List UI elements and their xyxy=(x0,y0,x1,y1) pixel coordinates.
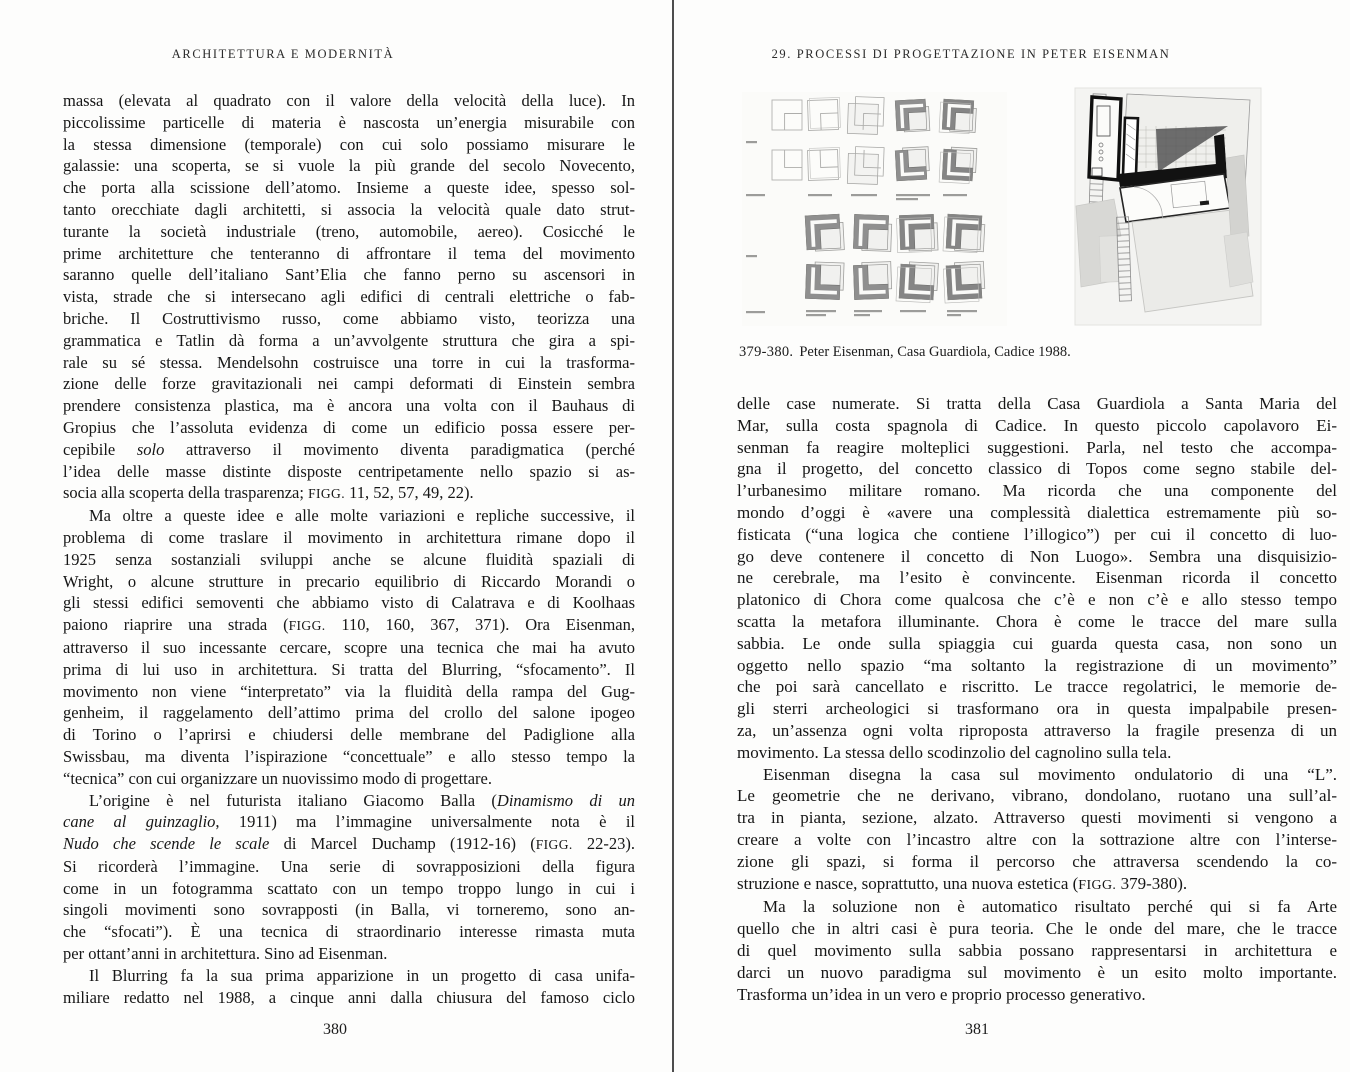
black-wall-room xyxy=(1089,97,1121,180)
text-line: attraverso il suo incessante cercare, scopre una tecnica che mai ha avuto xyxy=(63,637,635,657)
text-line: galassie: una scoperta, se si vuole la più grande del secolo Novecento, xyxy=(63,156,635,176)
diagram-cell xyxy=(772,150,802,180)
text-line: per ottant’anni in architettura. Sino ad Eisenman. xyxy=(63,944,388,964)
figure-caption-text: Peter Eisenman, Casa Guardiola, Cadice 1988. xyxy=(799,344,1071,360)
text-line: che porta alla scissione dell’atomo. Insieme a queste idee, spesso sol- xyxy=(63,178,635,198)
text-line: cane al guinzaglio, 1911) ma l’immagine universalmente nota è il xyxy=(63,812,635,832)
text-line: miliare redatto nel 1988, a cinque anni dalla chiusura del famoso ciclo xyxy=(63,987,635,1007)
text-line: zione delle forze gravitazionali nei campi deformati di Einstein sembra xyxy=(63,374,635,394)
micro-label xyxy=(808,194,832,196)
text-line: platonico di Chora come qualcosa che c’è e non c’è e allo stesso tempo xyxy=(737,590,1337,610)
text-line: di quel movimento sulla sabbia possano rappresentarsi in architettura e xyxy=(737,940,1337,960)
text-line: fisticata (“una logica che contiene l’illogico”) per cui il concetto di luo- xyxy=(737,524,1337,544)
text-line: genheim, il raggelamento dell’attimo prima del crollo del salone ipogeo xyxy=(63,703,635,723)
text-line: Nudo che scende le scale di Marcel Duchamp (1912-16) (FIGG. 22-23). xyxy=(63,834,635,854)
diagram-cell xyxy=(853,262,892,300)
text-line: Eisenman disegna la casa sul movimento ondulatorio di una “L”. xyxy=(763,764,1337,784)
gray-block-left-2 xyxy=(1099,236,1119,283)
text-line: saranno quelle dell’italiano Sant’Elia che fanno perno su ascensori in xyxy=(63,265,635,285)
diagram-cell xyxy=(853,214,892,251)
text-line: tra in pianta, sezione, alzato. Attraverso questi movimenti si vengono a xyxy=(737,808,1337,828)
inner-wall-block xyxy=(1123,118,1138,176)
text-line: movimento non viene “interpretato” via la fluidità della rampa del Gug- xyxy=(63,681,635,701)
text-line: darci un nuovo paradigma sul movimento è un esito molto importante. xyxy=(737,962,1337,982)
running-head-left: ARCHITETTURA E MODERNITÀ xyxy=(171,47,395,61)
diagram-cell xyxy=(807,147,840,180)
text-line: Ma la soluzione non è automatico risultato perché qui si fa Arte xyxy=(763,897,1337,917)
text-line: go deve contenere il concetto di Non Luogo». Sembra una disquisizio- xyxy=(737,546,1337,566)
running-head-right: 29. PROCESSI DI PROGETTAZIONE IN PETER EISENMAN xyxy=(771,47,1171,61)
text-line: Gropius che l’assoluta evidenza di come un edificio possa essere per- xyxy=(63,417,635,437)
text-line: Il Blurring fa la sua prima apparizione in un progetto di casa unifa- xyxy=(89,965,635,985)
text-line: di Torino o l’aprirsi e chiudersi delle membrane del Padiglione alla xyxy=(63,725,635,745)
text-line: che poi sarà cancellato e riscritto. Le tracce regolatrici, le memorie de- xyxy=(737,677,1337,697)
diagram-cell xyxy=(895,147,930,181)
text-line: prima di lui uso in architettura. Si tratta del Blurring, “sfocamento”. Il xyxy=(63,659,635,679)
diagram-cell xyxy=(939,99,977,134)
text-line: grammatica e Tatlin dà forma a un’avvolgente struttura che gira a spi- xyxy=(63,330,635,350)
text-line: Si ricorderà l’immagine. Una serie di sovrapposizioni della figura xyxy=(63,856,635,876)
text-line: quello che in altri casi è pura teoria. Che le onde del mare, che le tracce xyxy=(737,919,1337,939)
text-line: Mar, sulla costa spagnola di Cadice. In questo piccolo capolavoro Ei- xyxy=(737,415,1337,435)
micro-label xyxy=(947,310,977,312)
diagram-cell xyxy=(807,97,840,130)
text-line: turante la società industriale (treno, automobile, aereo). Cosicché le xyxy=(63,221,635,241)
text-line: za, un’assenza ogni volta riproposta attraverso la fragile presenza di un xyxy=(737,720,1337,740)
micro-label xyxy=(746,141,757,143)
micro-label xyxy=(943,194,967,196)
text-line: che “sfocati”). È una tecnica di straordinario interesse rimasta muta xyxy=(63,922,635,942)
text-line: piccolissime particelle di materia è nascosta un’energia misurabile con xyxy=(63,112,635,132)
text-line: zione gli spazi, si forma il percorso che attraversa scendendo la co- xyxy=(737,851,1337,871)
text-line: 1925 senza sostanziali sviluppi anche se alcune fluidità spaziali di xyxy=(63,549,635,569)
text-line: Wright, o alcune strutture in precario equilibrio di Riccardo Morandi o xyxy=(63,571,635,591)
text-line: l’idea delle masse distinte disposte centripetamente nello spazio si as- xyxy=(63,461,635,481)
micro-label xyxy=(806,314,826,316)
micro-label xyxy=(746,311,765,313)
text-line: delle case numerate. Si tratta della Casa Guardiola a Santa Maria del xyxy=(737,394,1337,413)
diagram-cell xyxy=(772,100,802,130)
text-line: la stessa dimensione (temporale) con cui solo possiamo misurare le xyxy=(63,134,635,154)
text-line: paiono riaprire una strada (FIGG. 110, 160, 367, 371). Ora Eisenman, xyxy=(63,615,635,635)
text-line: oggetto nello spazio “ma soltanto la registrazione di un movimento” xyxy=(737,655,1337,675)
text-line: tanto orecchiate dagli architetti, si associa la velocità quale dato strut- xyxy=(63,199,635,219)
text-line: sabbia. Le onde sulla spiaggia cui guarda questa casa, non sono un xyxy=(737,633,1337,653)
page-gutter-line xyxy=(672,0,674,1072)
micro-label xyxy=(746,255,757,257)
text-line: Trasforma un’idea in un vero e proprio processo generativo. xyxy=(737,984,1146,1004)
text-line: creare a volte con l’incastro altre con la sottrazione altre con l’interse- xyxy=(737,829,1337,849)
text-line: gli sterri archeologici si trasformano ora in questa impalpabile presen- xyxy=(737,699,1337,719)
figure-casa-guardiola-plan xyxy=(1072,84,1264,328)
page-number-left: 380 xyxy=(323,1021,347,1038)
micro-label xyxy=(746,194,765,196)
diagram-cell xyxy=(805,262,844,300)
text-line: scatta la metafora illuminante. Chora è come le tracce del mare sulla xyxy=(737,611,1337,631)
text-line: gna il progetto, del concetto classico di Topos come segno stabile del- xyxy=(737,459,1337,479)
figure-transformation-diagrams xyxy=(742,92,1007,326)
text-line: prime architetture che tenteranno di affrontare il tema del movimento xyxy=(63,243,635,263)
text-line: l’urbanesimo militare romano. Ma ricorda che una componente del xyxy=(737,481,1337,501)
micro-label xyxy=(851,194,877,196)
text-line: rale su sé stessa. Mendelsohn costruisce una torre in cui la trasforma- xyxy=(63,352,635,372)
text-line: ne cerebrale, ma l’esito è convincente. Eisenman ricorda il concetto xyxy=(737,568,1337,588)
diagram-cell xyxy=(943,214,985,253)
diagram-cell xyxy=(939,147,977,184)
text-line: Le geometrie che ne derivano, vibrano, dondolano, ruotano una sull’al- xyxy=(737,786,1337,806)
diagram-cell xyxy=(943,261,985,303)
text-line: senman fa reagire molteplici suggestioni. Parla, nel testo che accompa- xyxy=(737,437,1337,457)
page-number-right: 381 xyxy=(965,1021,989,1038)
text-line: mondo d’oggi è «avere una complessità dialettica estremamente più so- xyxy=(737,502,1337,522)
micro-label xyxy=(854,314,870,316)
left-page-text-column xyxy=(63,90,635,1008)
micro-label xyxy=(896,194,930,196)
text-line: Swissbau, ma diventa l’ispirazione “concettuale” e allo stesso tempo la xyxy=(63,746,635,766)
text-line: prendere consistenza plastica, ma è ancora una volta con il Bauhaus di xyxy=(63,396,635,416)
text-line: movimento. La stessa dello scodinzolio del cagnolino sulla tela. xyxy=(737,742,1172,762)
text-line: L’origine è nel futurista italiano Giacomo Balla (Dinamismo di un xyxy=(89,790,636,810)
figure-caption-number: 379-380. xyxy=(739,344,794,360)
text-line: singoli movimenti sono sovrapposti (in Balla, vi torneremo, sono an- xyxy=(63,900,635,920)
text-line: briche. Il Costruttivismo russo, come abbiamo visto, teorizza una xyxy=(63,308,635,328)
diagram-cell xyxy=(896,261,938,303)
text-line: vista, strade che si intersecano agli edifici di centrali elettriche o fab- xyxy=(63,287,635,307)
diagram-cell xyxy=(805,214,844,252)
text-line: struzione e nasce, soprattutto, una nuova estetica (FIGG. 379-380). xyxy=(737,873,1188,893)
text-line: Ma oltre a queste idee e alle molte variazioni e repliche successive, il xyxy=(89,506,635,526)
micro-label xyxy=(900,310,926,312)
micro-label xyxy=(806,310,836,312)
micro-label xyxy=(854,310,882,312)
micro-label xyxy=(896,198,918,200)
text-line: come in un fotogramma scattato con un tempo troppo lungo in cui i xyxy=(63,878,635,898)
text-line: gli stessi edifici semoventi che abbiamo visto di Calatrava e di Koolhaas xyxy=(63,593,635,613)
text-line: problema di come traslare il movimento in architettura rimane dopo il xyxy=(63,527,635,547)
text-line: socia alla scoperta della trasparenza; FIGG. 11, 52, 57, 49, 22). xyxy=(63,483,474,503)
micro-label xyxy=(947,314,961,316)
text-line: “tecnica” con cui organizzare un nuovissimo modo di progettare. xyxy=(63,768,492,788)
text-line: massa (elevata al quadrato con il valore della velocità della luce). In xyxy=(63,91,635,110)
diagram-cell xyxy=(895,99,930,132)
text-line: cepibile solo attraverso il movimento diventa paradigmatica (perché xyxy=(63,439,635,459)
diagram-cell xyxy=(896,214,938,252)
figure-caption xyxy=(739,344,1339,361)
right-page-text-column xyxy=(737,393,1337,1005)
